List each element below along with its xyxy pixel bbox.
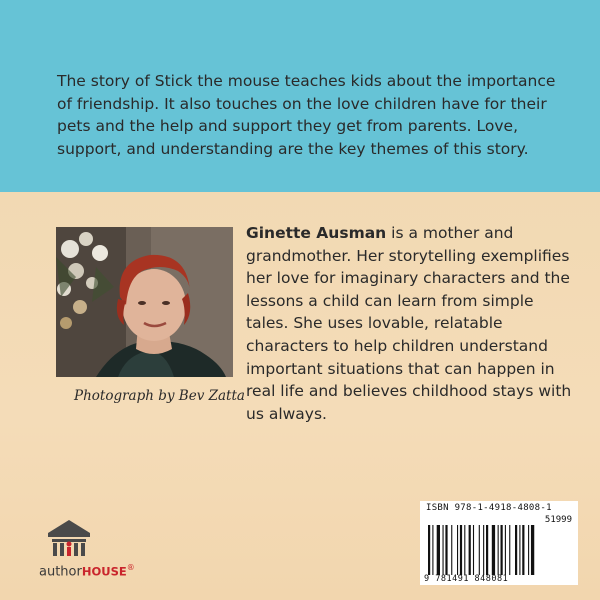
publisher-logo-house: HOUSE [81,564,127,579]
synopsis-text: The story of Stick the mouse teaches kids about the importance of friendship. It also touches on the love children have for their pets and the help and support they get from parents. Love, support, and understanding are the key themes of this story. [57,72,556,158]
barcode-bar [509,525,510,575]
barcode-bar [486,525,488,575]
barcode-bar [460,525,462,575]
barcode-bar [469,525,471,575]
barcode-bars [426,525,572,575]
synopsis-band [0,0,600,192]
barcode-bar [443,525,444,575]
barcode-bar [473,525,474,575]
barcode-bar [437,525,440,575]
author-bio [246,222,576,425]
publisher-logo [39,563,135,579]
barcode-bar [498,525,499,575]
barcode-bar [492,525,495,575]
barcode-bar [519,525,520,575]
barcode-bar [528,525,529,575]
barcode-bar [531,525,534,575]
barcode-bar [515,525,517,575]
barcode-bar [457,525,458,575]
barcode-bar [505,525,506,575]
isbn-barcode [420,501,578,585]
barcode-bar [522,525,524,575]
photographer-name: Bev Zatta [178,388,245,404]
author-portrait-image [56,227,233,377]
barcode-bar [483,525,484,575]
barcode-bar [432,525,433,575]
barcode-bar [451,525,452,575]
author-bio-text: is a mother and grandmother. Her storytelling exemplifies her love for imaginary characters and the lessons a child can learn from simple tales. She uses lovable, relatable characters to help children understand important situations that can happen in real life and believes childhood stays with us always. [246,224,572,423]
barcode-bar [428,525,430,575]
price-code: 51999 [544,515,572,525]
barcode-digits: 9 781491 848081 [424,574,509,584]
photo-caption-prefix: Photograph by [74,388,179,404]
publisher-logo-author: author [39,564,82,580]
barcode-bar [479,525,480,575]
photo-caption [74,388,245,404]
authorhouse-logo-icon [44,517,94,557]
publisher-logo-registered: ® [126,563,135,572]
barcode-bar [464,525,465,575]
author-photo [56,227,233,377]
author-name: Ginette Ausman [246,224,387,242]
barcode-bar [445,525,447,575]
barcode-bar [501,525,503,575]
isbn-label: ISBN 978-1-4918-4808-1 [426,503,552,513]
